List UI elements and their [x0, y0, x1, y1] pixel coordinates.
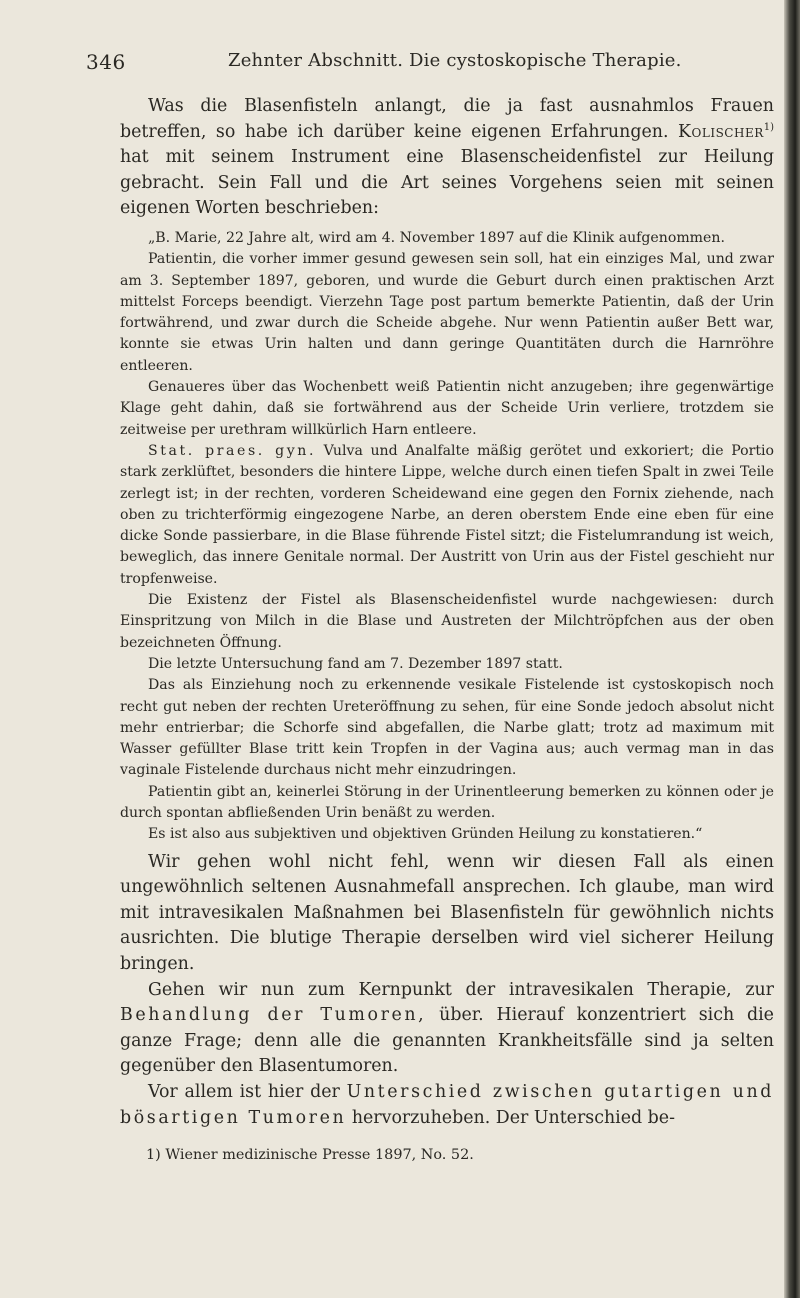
paragraph-fistulas	[120, 94, 774, 222]
paragraph-distinction	[120, 1080, 774, 1131]
quote-paragraph: Patientin gibt an, keinerlei Störung in der Urinentleerung bemerken zu können oder je durch spontan abfließenden Urin benäßt zu werden.	[120, 783, 774, 821]
emphasis-text: Unterschied zwischen gutartigen und bösartigen Tumoren	[120, 1081, 775, 1128]
footnote: 1) Wiener medizinische Presse 1897, No. 52.	[146, 1147, 474, 1164]
case-report-quote	[120, 228, 774, 846]
quote-paragraph: Es ist also aus subjektiven und objektiven Gründen Heilung zu konstatieren.“	[148, 826, 703, 843]
paragraph-conclusion: Wir gehen wohl nicht fehl, wenn wir diesen Fall als einen ungewöhnlich seltenen Ausnahmefall ansprechen. Ich glaube, man wird mit intravesikalen Maßnahmen bei Blasenfisteln für gewöhnlich nichts ausrichten. Die blutige Therapie derselben wird viel sicherer Heilung bringen.	[120, 851, 774, 974]
page-number: 346	[86, 50, 126, 74]
quote-paragraph: Das als Einziehung noch zu erkennende vesikale Fistelende ist cystoskopisch noch recht gut neben der rechten Ureteröffnung zu sehen, für eine Sonde jedoch absolut nicht mehr entrierbar; die Schorfe sind abgefallen, die Narbe glatt; trotz ad maximum mit Wasser gefüllter Blase tritt kein Tropfen in der Vagina aus; auch vermag man in das vaginale Fistelende durchaus nicht mehr einzudringen.	[120, 677, 774, 779]
status-heading: Stat. praes. gyn.	[148, 442, 317, 459]
quote-paragraph: „B. Marie, 22 Jahre alt, wird am 4. November 1897 auf die Klinik aufgenommen.	[148, 229, 725, 246]
footnote-reference: 1)	[763, 121, 775, 133]
paragraph-text: Vor allem ist hier der	[148, 1081, 340, 1102]
paragraph-tumors	[120, 978, 774, 1080]
quote-paragraph: Genaueres über das Wochenbett weiß Patientin nicht anzugeben; ihre gegenwärtige Klage geht dahin, daß sie fortwährend aus der Scheide Urin verliere, trotzdem sie zeitweise per urethram willkürlich Harn entleere.	[120, 379, 774, 438]
paragraph-text: Vulva und Analfalte mäßig gerötet und exkoriert; die Portio stark zerklüftet, besonders die hintere Lippe, welche durch einen tiefen Spalt in zwei Teile zerlegt ist; in der rechten, vorderen Scheidewand eine gegen den Fornix ziehende, nach oben zu trichterförmig eingezogene Narbe, an deren oberstem Ende eine eben für eine dicke Sonde passierbare, in die Blase führende Fistel sitzt; die Fistelumrandung ist weich, beweglich, das innere Genitale normal. Der Austritt von Urin aus der Fistel geschieht nur tropfenweise.	[120, 442, 775, 587]
paragraph-text: hervorzuheben. Der Unterschied be-	[351, 1107, 675, 1128]
quote-paragraph: Patientin, die vorher immer gesund gewesen sein soll, hat ein einziges Mal, und zwar am 3. September 1897, geboren, und wurde die Geburt durch einen praktischen Arzt mittelst Forceps beendigt. Vierzehn Tage post partum bemerkte Patientin, daß der Urin fortwährend, und zwar durch die Scheide abgehe. Nur wenn Patientin außer Bett war, konnte sie etwas Urin halten und dann geringe Quantitäten durch die Harnröhre entleeren.	[120, 251, 774, 374]
paragraph-text: hat mit seinem Instrument eine Blasenscheidenfistel zur Heilung gebracht. Sein Fall und die Art seines Vorgehens seien mit seinen eigenen Worten beschrieben:	[120, 147, 774, 219]
paragraph-text: Was die Blasenfisteln anlangt, die ja fast ausnahmlos Frauen betreffen, so habe ich darüber keine eigenen Erfahrungen.	[120, 96, 774, 142]
paragraph-text: über. Hierauf konzentriert sich die ganze Frage; denn alle die genannten Krankheitsfälle sind ja selten gegenüber den Blasentumoren.	[120, 1005, 774, 1077]
quote-paragraph	[120, 441, 774, 590]
paragraph-text: Gehen wir nun zum Kernpunkt der intravesikalen Therapie, zur	[148, 979, 774, 1000]
page-edge-shadow	[784, 0, 800, 1298]
page-body	[120, 94, 774, 1165]
emphasis-text: Behandlung der Tumoren,	[120, 1005, 427, 1026]
page-header	[86, 50, 766, 80]
quote-paragraph: Die Existenz der Fistel als Blasenscheidenfistel wurde nachgewiesen: durch Einspritzung von Milch in die Blase und Austreten der Milchtröpfchen aus der oben bezeichneten Öffnung.	[120, 592, 774, 651]
author-name: Kolischer	[678, 121, 764, 142]
quote-paragraph: Die letzte Untersuchung fand am 7. Dezember 1897 statt.	[148, 655, 563, 672]
running-head: Zehnter Abschnitt. Die cystoskopische Therapie.	[228, 50, 682, 71]
